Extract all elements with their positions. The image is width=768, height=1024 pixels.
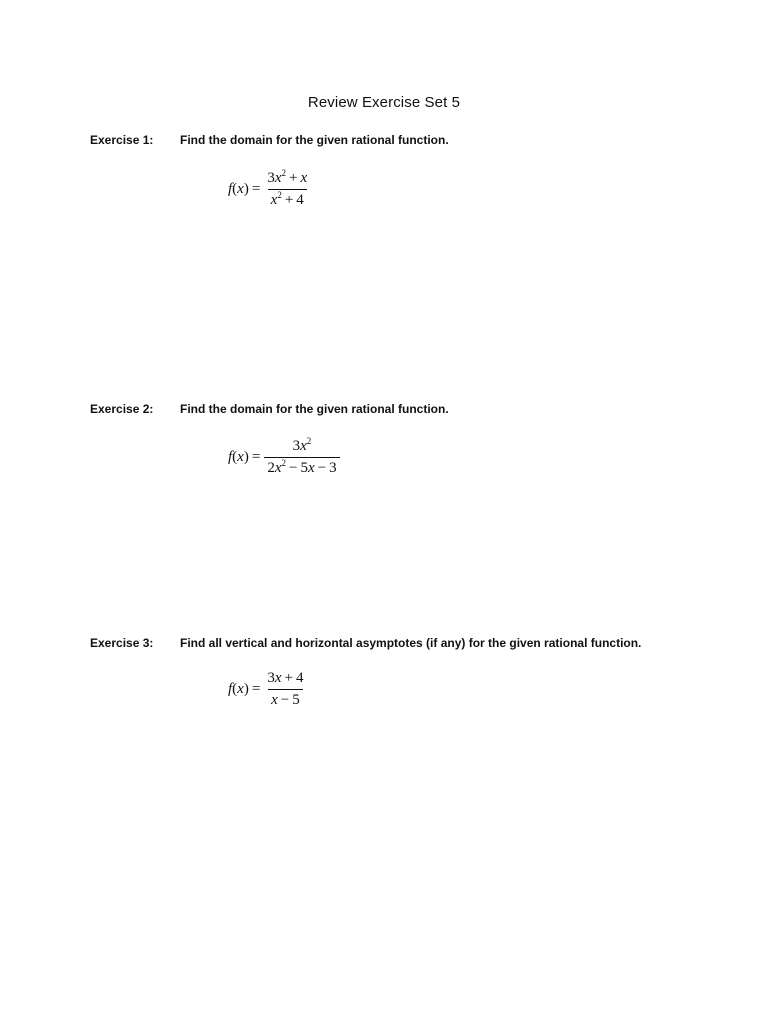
exercise-2-equation (228, 438, 340, 477)
numerator: 3x + 4 (267, 670, 304, 686)
fraction (264, 670, 306, 709)
function-lhs: f(x) = (228, 681, 261, 697)
exercise-3-label: Exercise 3: (90, 636, 154, 650)
exercise-3-equation (228, 670, 306, 709)
exercise-3-prompt: Find all vertical and horizontal asymptotes (if any) for the given rational function. (180, 636, 642, 650)
denominator: x − 5 (268, 689, 303, 709)
exercise-2-prompt: Find the domain for the given rational function. (180, 402, 449, 416)
exercise-1-prompt: Find the domain for the given rational function. (180, 133, 449, 147)
exercise-1-label: Exercise 1: (90, 133, 154, 147)
denominator: $2x^2 - 5x - 3$ (264, 457, 339, 477)
numerator: $3x^2 + x$ (267, 168, 308, 186)
numerator: $3x^2$ (292, 436, 312, 454)
exercise-2-label: Exercise 2: (90, 402, 154, 416)
fraction (264, 170, 310, 209)
fraction (264, 438, 339, 477)
function-lhs: f(x) = (228, 449, 261, 465)
denominator: $x^2 + 4$ (268, 189, 307, 209)
function-lhs: f(x) = (228, 181, 261, 197)
page-title: Review Exercise Set 5 (307, 94, 461, 111)
exercise-1-equation (228, 170, 310, 209)
